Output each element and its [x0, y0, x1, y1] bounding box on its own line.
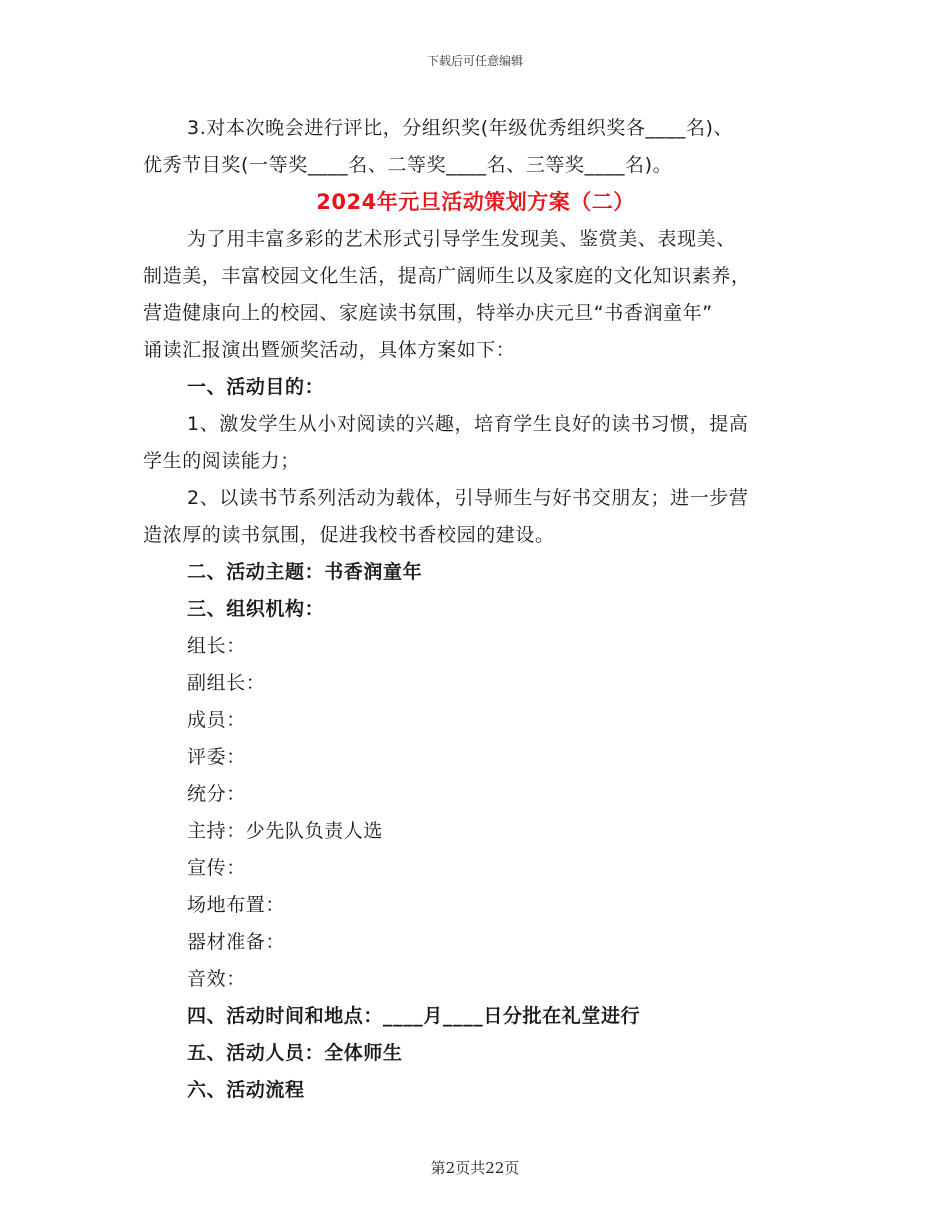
org-item-host: 主持：少先队负责人选 — [187, 820, 384, 842]
org-item-sound: 音效： — [187, 968, 246, 990]
section-6-heading: 六、活动流程 — [187, 1079, 305, 1101]
intro-paragraph-line-4: 诵读汇报演出暨颁奖活动，具体方案如下： — [143, 339, 516, 361]
intro-item-3-line-2: 优秀节目奖(一等奖____名、二等奖____名、三等奖____名)。 — [143, 154, 673, 176]
document-body — [143, 110, 808, 1109]
section-2-heading: 二、活动主题：书香润童年 — [187, 561, 423, 583]
org-item-deputy-leader: 副组长： — [187, 672, 266, 694]
org-item-venue-setup: 场地布置： — [187, 894, 286, 916]
org-item-equipment: 器材准备： — [187, 931, 286, 953]
org-item-judges: 评委： — [187, 746, 246, 768]
org-item-scoring: 统分： — [187, 783, 246, 805]
section-3-heading: 三、组织机构： — [187, 598, 325, 620]
section-5-heading: 五、活动人员：全体师生 — [187, 1042, 403, 1064]
section-1-heading: 一、活动目的： — [187, 376, 325, 398]
goal-2-line-2: 造浓厚的读书氛围，促进我校书香校园的建设。 — [143, 524, 555, 546]
goal-1-line-2: 学生的阅读能力； — [143, 450, 300, 472]
page-number: 第2页共22页 — [430, 1159, 520, 1177]
intro-item-3-line-1: 3.对本次晚会进行评比，分组织奖(年级优秀组织奖各____名)、 — [187, 117, 734, 139]
org-item-leader: 组长： — [187, 635, 246, 657]
page-header: 下载后可任意编辑 — [426, 54, 523, 68]
intro-paragraph-line-1: 为了用丰富多彩的艺术形式引导学生发现美、鉴赏美、表现美、 — [187, 228, 736, 250]
intro-paragraph-line-3: 营造健康向上的校园、家庭读书氛围，特举办庆元旦“书香润童年” — [143, 302, 713, 324]
org-item-publicity: 宣传： — [187, 857, 246, 879]
org-item-members: 成员： — [187, 709, 246, 731]
document-title: 2024年元旦活动策划方案（二） — [316, 190, 635, 214]
section-4-heading: 四、活动时间和地点：____月____日分批在礼堂进行 — [187, 1005, 641, 1027]
goal-2-line-1: 2、以读书节系列活动为载体，引导师生与好书交朋友；进一步营 — [187, 487, 749, 509]
goal-1-line-1: 1、激发学生从小对阅读的兴趣，培育学生良好的读书习惯，提高 — [187, 413, 749, 435]
intro-paragraph-line-2: 制造美，丰富校园文化生活，提高广阔师生以及家庭的文化知识素养， — [143, 265, 751, 287]
